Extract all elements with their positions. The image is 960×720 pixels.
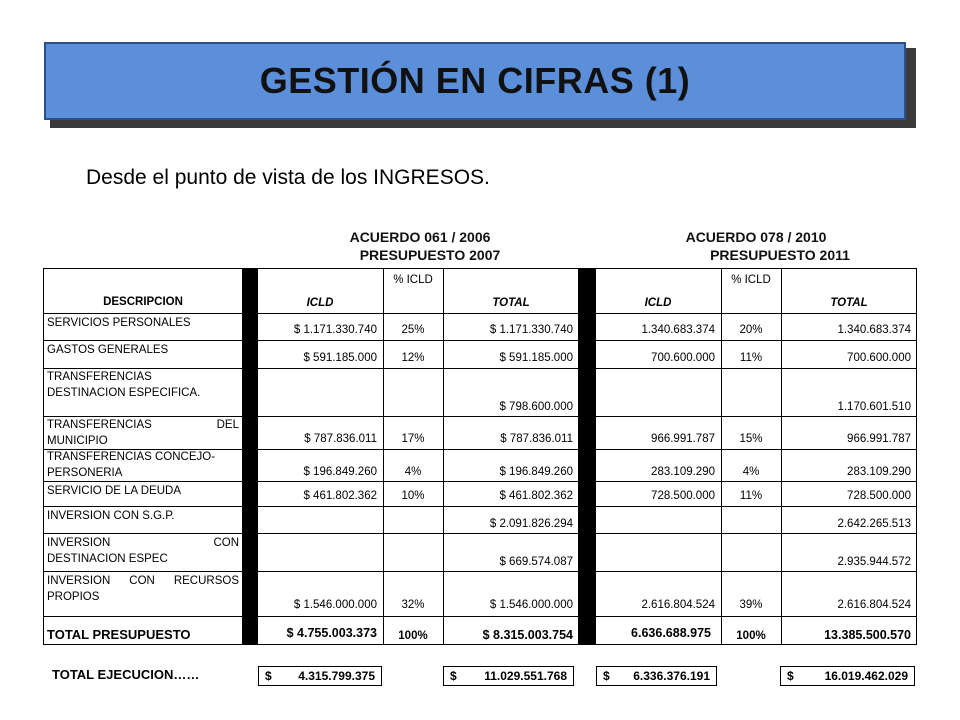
total-icld-2011: 6.636.688.975 (631, 626, 711, 640)
col-header-pct-2007: % ICLD (393, 274, 433, 286)
row-desc-line1: TRANSFERENCIAS (47, 371, 152, 383)
total-icld-2007: $ 4.755.003.373 (286, 626, 377, 640)
subtitle: Desde el punto de vista de los INGRESOS. (86, 166, 490, 189)
total-2011: 13.385.500.570 (824, 628, 911, 642)
icld-2007-cell: $ 461.802.362 (303, 490, 377, 502)
page-title: GESTIÓN EN CIFRAS (1) (259, 60, 691, 101)
total-2007-cell: $ 787.836.011 (500, 433, 573, 445)
total-2007-cell: $ 1.171.330.740 (489, 324, 573, 336)
header-presupuesto-2007: PRESUPUESTO 2007 (359, 247, 501, 263)
total-2007-cell: $ 669.574.087 (499, 556, 573, 568)
icld-2011-cell: 1.340.683.374 (641, 324, 715, 336)
icld-2011-cell: 283.109.290 (651, 466, 715, 478)
total-2011-cell: 2.935.944.572 (837, 556, 911, 568)
pct-2007-cell: 32% (401, 599, 425, 611)
col-header-icld-2011: ICLD (644, 297, 672, 309)
row-desc-line1: TRANSFERENCIAS DEL (47, 419, 239, 431)
currency-symbol: $ (787, 669, 794, 683)
total-2007-cell: $ 798.600.000 (499, 401, 573, 413)
row-desc-line1: INVERSION CON (47, 537, 239, 549)
header-presupuesto-2011: PRESUPUESTO 2011 (710, 247, 850, 263)
ejecucion-total-2007-box (443, 666, 574, 686)
total-pct-2007: 100% (398, 630, 428, 642)
row-desc-line1: INVERSION CON RECURSOS (47, 575, 239, 587)
total-2011-cell: 2.616.804.524 (837, 599, 911, 611)
col-header-pct-2011: % ICLD (731, 274, 771, 286)
row-desc-line2: PROPIOS (47, 591, 100, 603)
pct-2011-cell: 11% (739, 490, 763, 502)
total-pct-2011: 100% (736, 630, 766, 642)
grid-line (43, 449, 917, 450)
pct-2011-cell: 11% (739, 352, 763, 364)
currency-symbol: $ (265, 669, 272, 683)
grid-line (43, 313, 243, 314)
grid-line (43, 616, 917, 617)
title-banner (44, 42, 906, 120)
icld-2011-cell: 2.616.804.524 (641, 599, 715, 611)
ejecucion-total-2007: 11.029.551.768 (484, 669, 567, 683)
ejecucion-icld-2011-box (596, 666, 717, 686)
total-2007-cell: $ 2.091.826.294 (489, 518, 573, 530)
pct-2007-cell: 4% (404, 466, 422, 478)
row-desc: SERVICIO DE LA DEUDA (47, 485, 181, 497)
row-desc-line2: PERSONERIA (47, 467, 123, 479)
ejecucion-icld-2007: 4.315.799.375 (298, 669, 375, 683)
total-2007-cell: $ 461.802.362 (499, 490, 573, 502)
header-acuerdo-2010: ACUERDO 078 / 2010 (685, 229, 827, 245)
ejecucion-icld-2011: 6.336.376.191 (633, 669, 710, 683)
row-desc: INVERSION CON S.G.P. (47, 510, 175, 522)
row-desc: GASTOS GENERALES (47, 344, 169, 356)
row-desc-line2: MUNICIPIO (47, 435, 108, 447)
pct-2007-cell: 12% (401, 352, 425, 364)
total-2007: $ 8.315.003.754 (482, 628, 573, 642)
separator-bar (243, 268, 257, 645)
ejecucion-icld-2007-box (258, 666, 382, 686)
pct-2011-cell: 15% (739, 433, 763, 445)
ejecucion-total-2011: 16.019.462.029 (824, 669, 908, 683)
icld-2011-cell: 728.500.000 (651, 490, 715, 502)
pct-2011-cell: 39% (739, 599, 763, 611)
separator-bar (579, 268, 595, 645)
total-2011-cell: 728.500.000 (847, 490, 911, 502)
col-header-total-2011: TOTAL (830, 297, 868, 309)
grid-line (257, 313, 917, 314)
total-2011-cell: 966.991.787 (847, 433, 911, 445)
pct-2011-cell: 20% (739, 324, 763, 336)
col-header-total-2007: TOTAL (492, 297, 530, 309)
icld-2007-cell: $ 591.185.000 (303, 352, 377, 364)
total-2011-cell: 1.170.601.510 (837, 401, 911, 413)
row-desc-line2: DESTINACION ESPEC (47, 553, 168, 565)
total-2011-cell: 2.642.265.513 (837, 518, 911, 530)
pct-2007-cell: 25% (401, 324, 425, 336)
currency-symbol: $ (450, 669, 457, 683)
icld-2007-cell: $ 1.546.000.000 (293, 599, 377, 611)
col-header-descripcion: DESCRIPCION (103, 296, 183, 308)
total-2007-cell: $ 591.185.000 (499, 352, 573, 364)
total-2011-cell: 1.340.683.374 (837, 324, 911, 336)
total-2011-cell: 700.600.000 (847, 352, 911, 364)
total-2007-cell: $ 196.849.260 (499, 466, 573, 478)
col-header-icld-2007: ICLD (306, 297, 334, 309)
icld-2007-cell: $ 787.836.011 (304, 433, 377, 445)
total-2007-cell: $ 1.546.000.000 (489, 599, 573, 611)
row-desc: SERVICIOS PERSONALES (47, 317, 191, 329)
total-2011-cell: 283.109.290 (847, 466, 911, 478)
currency-symbol: $ (603, 669, 610, 683)
grid-line (43, 368, 917, 369)
ejecucion-label: TOTAL EJECUCION…… (52, 667, 200, 682)
icld-2011-cell: 966.991.787 (651, 433, 715, 445)
grid-line (43, 416, 917, 417)
total-label: TOTAL PRESUPUESTO (47, 627, 191, 642)
icld-2007-cell: $ 1.171.330.740 (293, 324, 377, 336)
row-desc-line2: DESTINACION ESPECIFICA. (47, 387, 201, 399)
ejecucion-total-2011-box (780, 666, 915, 686)
pct-2007-cell: 10% (401, 490, 425, 502)
grid-line (43, 340, 917, 341)
grid-line (43, 481, 917, 482)
grid-line (43, 533, 917, 534)
grid-line (43, 571, 917, 572)
icld-2011-cell: 700.600.000 (651, 352, 715, 364)
pct-2011-cell: 4% (742, 466, 760, 478)
icld-2007-cell: $ 196.849.260 (303, 466, 377, 478)
row-desc-line1: TRANSFERENCIAS CONCEJO- (47, 451, 216, 463)
pct-2007-cell: 17% (401, 433, 425, 445)
header-acuerdo-2006: ACUERDO 061 / 2006 (349, 229, 491, 245)
grid-line (43, 506, 917, 507)
